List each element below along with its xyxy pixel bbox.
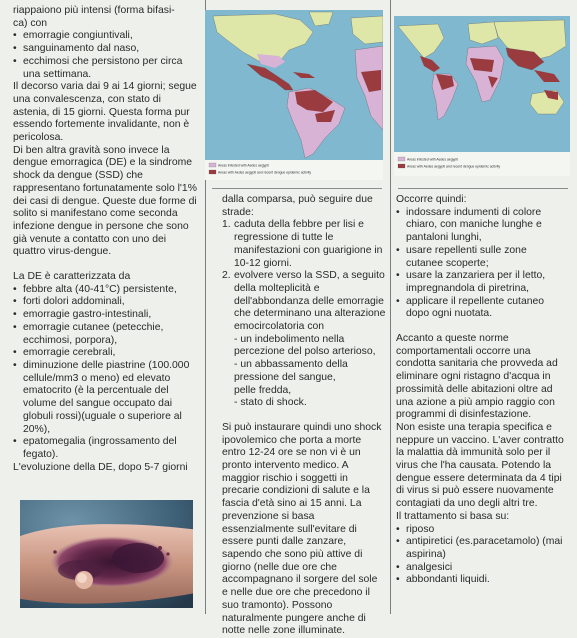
symptom-list <box>13 30 199 81</box>
map-world <box>394 16 570 176</box>
list-item <box>222 270 386 410</box>
skin-lesion-photo <box>20 500 193 608</box>
treatment-list <box>396 524 566 588</box>
list-text: caduta della febbre per lisi e regressione di tutte le manifestazioni con guarigione in 10-12 giorni. <box>234 219 383 269</box>
list-item: • applicare il repellente cutaneo dopo ogni nuotata. <box>396 296 566 321</box>
outcome-list <box>222 219 386 410</box>
map-americas <box>205 10 383 180</box>
column-2 <box>222 194 386 638</box>
map-2-legend-aedes: Areas infested with Aedes aegypti <box>407 157 458 162</box>
sub-item: - un abbassamento della pressione del sangue, <box>234 359 348 383</box>
list-item: • emorragie cerebrali, <box>13 347 199 360</box>
list-item <box>222 219 386 270</box>
list-item: • febbre alta (40-41°C) persistente, <box>13 284 199 297</box>
prevention-list <box>396 207 566 321</box>
list-item: • emorragie cutanee (petecchie, ecchimosi, porpora), <box>13 322 199 347</box>
de-feature-list <box>13 284 199 462</box>
de-heading: La DE è caratterizzata da <box>13 271 131 283</box>
list-item: • analgesici <box>396 562 566 575</box>
map-2-legend-dengue: Areas with Aedes aegypti and recent dengue epidemic activity <box>407 164 501 169</box>
sub-item: pelle fredda, <box>234 384 292 396</box>
intro-line-2: ca) con <box>13 17 48 29</box>
list-item: • emorragie congiuntivali, <box>13 30 199 43</box>
occorre-heading: Occorre quindi: <box>396 194 467 205</box>
list-item: • indossare indumenti di colore chiaro, con maniche lunghe e pantaloni lunghi, <box>396 207 566 245</box>
list-item: • abbondanti liquidi. <box>396 574 566 587</box>
column-3 <box>396 194 566 587</box>
list-text: evolvere verso la SSD, a seguito della molteplicità e dell'abbondanza delle emorragie che determinano una alterazione emocircolatoria con <box>234 270 386 333</box>
list-item: • usare repellenti sulle zone cutanee scoperte; <box>396 245 566 270</box>
list-item: • diminuzione delle piastrine (100.000 cellule/mm3 o meno) ed elevato ematocrito (è la percentuale del volume del sangue occupato dai globuli rossi)(uguale o superiore al 20%), <box>13 360 199 436</box>
list-item: • riposo <box>396 524 566 537</box>
list-item: • emorragie gastro-intestinali, <box>13 309 199 322</box>
divider <box>212 188 382 189</box>
list-number: 1. <box>222 219 231 231</box>
map-1-legend-dengue: Areas with Aedes aegypti and recent dengue epidemic activity <box>218 170 312 175</box>
vaccine-paragraph: Non esiste una terapia specifica e neppure un vaccino. L'aver contratto la malattia dà immunità solo per il virus che l'ha causata. Potendo la dengue essere determinata da 4 tipi di virus si può essere nuovamente contagiati da uno degli altri tre. <box>396 421 564 510</box>
list-item: • forti dolori addominali, <box>13 296 199 309</box>
evolution-line: L'evoluzione della DE, dopo 5-7 giorni <box>13 461 188 473</box>
column-1 <box>13 5 199 474</box>
sub-item: - un indebolimento nella percezione del polso arterioso, <box>234 333 376 358</box>
intro-line-1: riappaiono più intensi (forma bifasi- <box>13 5 175 16</box>
list-number: 2. <box>222 270 231 282</box>
list-item: • ecchimosi che persistono per circa una settimana. <box>13 56 199 81</box>
list-item: • usare la zanzariera per il letto, impregnandola di piretrina, <box>396 270 566 295</box>
map-1-legend-aedes: Areas infested with Aedes aegypti <box>218 163 269 168</box>
list-item: • epatomegalia (ingrossamento del fegato). <box>13 436 199 461</box>
course-paragraph: Il decorso varia dai 9 ai 14 giorni; segue una convalescenza, con stato di astenia, di 15 giorni. Questa forma pur essendo fortemente invalidante, non è pericolosa. <box>13 81 197 144</box>
severity-paragraph: Di ben altra gravità sono invece la dengue emorragica (DE) e la sindrome shock da dengue (SSD) che rappresentano fortunatamente solo l'1% dei casi di dengue. Queste due forme di solito si manifestano come seconda infezione dengue in persone che sono già venute a contatto con uno dei quattro virus-dengue. <box>13 144 197 258</box>
divider <box>398 188 568 189</box>
continuation-paragraph: dalla comparsa, può seguire due strade: <box>222 194 373 218</box>
list-item: • sanguinamento dal naso, <box>13 43 199 56</box>
sanitation-paragraph: Accanto a queste norme comportamentali occorre una condotta sanitaria che provveda ad eliminare ogni ristagno d'acqua in prossimità delle abitazioni oltre ad una azione a più ampio raggio con programmi di disinfestazione. <box>396 333 558 421</box>
treatment-heading: Il trattamento si basa su: <box>396 510 510 522</box>
list-item: • antipiretici (es.paracetamolo) (mai aspirina) <box>396 536 566 561</box>
column-rule-2 <box>390 0 391 614</box>
shock-paragraph: Si può instaurare quindi uno shock ipovolemico che porta a morte entro 12-24 ore se non vi è un pronto intervento medico. A maggior rischio i soggetti in precarie condizioni di salute e la fascia d'età sino ai 15 anni. La prevenzione si basa essenzialmente sull'evitare di essere punti dalle zanzare, sapendo che sono più attive di giorno (nelle due ore che accompagnano il sorgere del sole e nelle due ore che precedono il suo tramonto). Possono naturalmente pungere anche di notte nelle zone illuminate. <box>222 421 382 637</box>
sub-item: - stato di shock. <box>234 397 307 409</box>
